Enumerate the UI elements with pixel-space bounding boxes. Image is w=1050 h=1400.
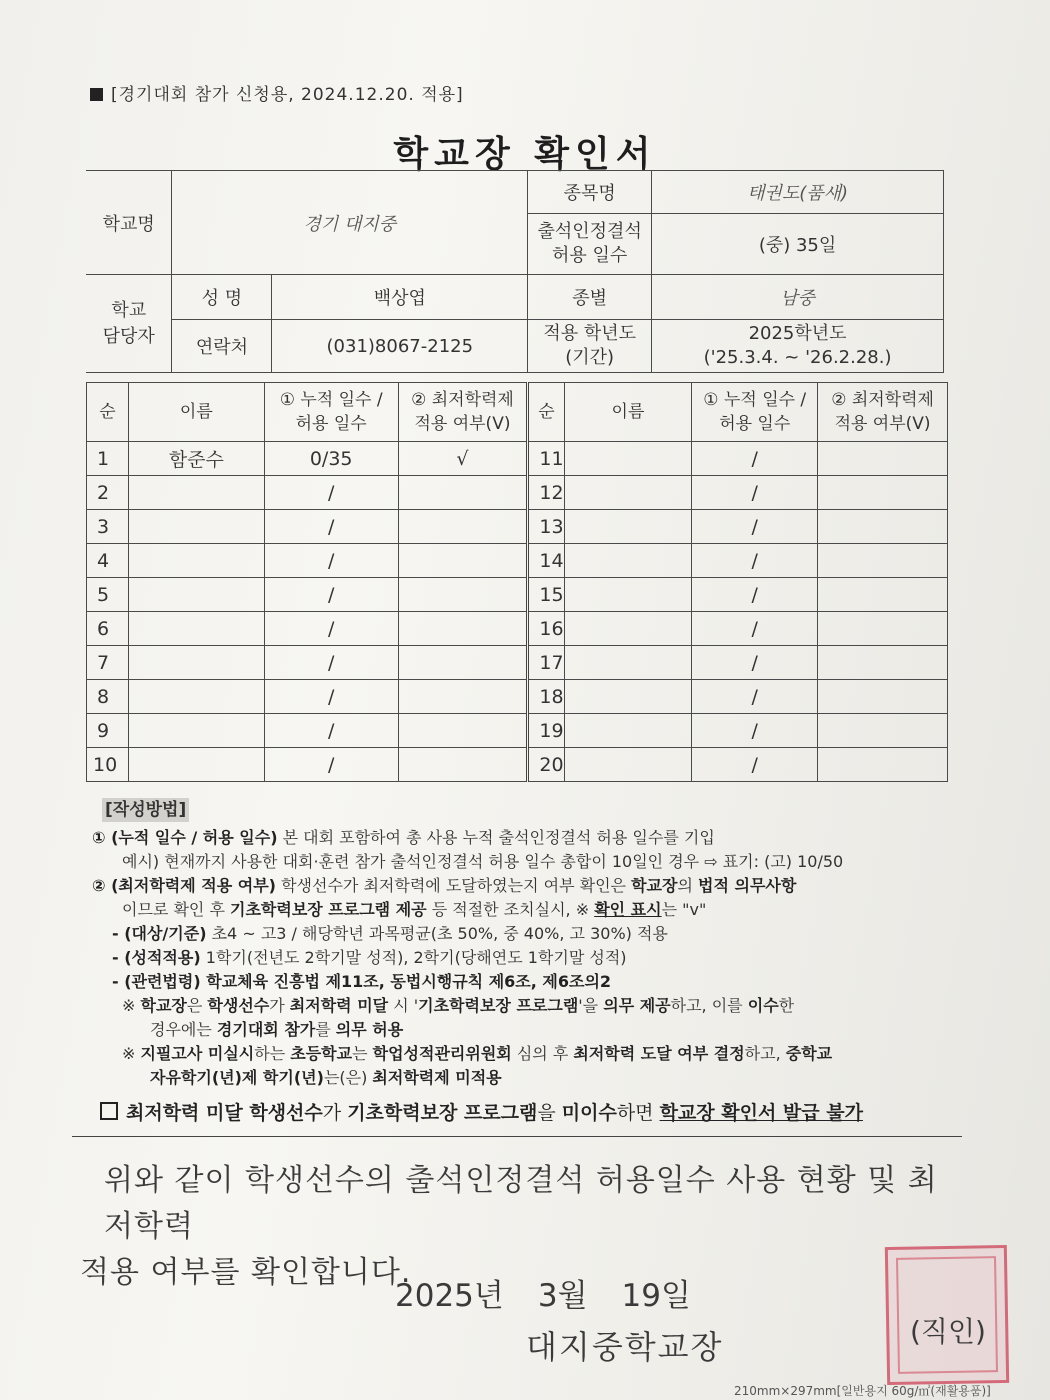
instruction-line: ① (누적 일수 / 허용 일수) 본 대회 포함하여 총 사용 누적 출석인정결석 허용 일수를 기입 [92, 828, 715, 847]
row-number: 5 [87, 578, 129, 612]
square-bullet-icon [90, 88, 103, 101]
min-check-cell [818, 442, 948, 476]
year-label: 적용 학년도 (기간) [528, 320, 652, 373]
athlete-roster-table [86, 382, 948, 782]
row-number: 1 [87, 442, 129, 476]
instruction-line: - (성적적용) 1학기(전년도 2학기말 성적), 2학기(당해연도 1학기말 성적) [112, 948, 627, 967]
row-number: 3 [87, 510, 129, 544]
min-check-cell: √ [398, 442, 528, 476]
row-number: 12 [528, 476, 564, 510]
days-cell: / [264, 714, 398, 748]
row-number: 2 [87, 476, 129, 510]
row-number: 7 [87, 646, 129, 680]
table-row [87, 544, 948, 578]
days-cell: / [264, 544, 398, 578]
instruction-line: ※ 학교장은 학생선수가 최저학력 미달 시 '기초학력보장 프로그램'을 의무 제공하고, 이를 이수한 [122, 996, 795, 1015]
event-value: 태권도(품새) [652, 171, 944, 214]
event-label: 종목명 [528, 171, 652, 214]
athlete-name [564, 544, 692, 578]
seal-label: (직인) [910, 1315, 986, 1348]
athlete-name [128, 646, 264, 680]
min-check-cell [818, 578, 948, 612]
days-cell: / [264, 476, 398, 510]
instruction-line: 경우에는 경기대회 참가를 의무 허용 [150, 1020, 404, 1039]
days-cell: / [692, 476, 818, 510]
row-number: 17 [528, 646, 564, 680]
col-min-left: ② 최저학력제 적용 여부(V) [398, 383, 528, 442]
days-cell: / [264, 510, 398, 544]
athlete-name [128, 748, 264, 782]
row-number: 10 [87, 748, 129, 782]
min-check-cell [398, 646, 528, 680]
principal-signature: 대지중학교장 [526, 1328, 724, 1366]
min-check-cell [398, 680, 528, 714]
instructions-heading: [작성방법] [102, 798, 189, 822]
min-check-cell [398, 510, 528, 544]
table-row [87, 680, 948, 714]
col-no-left: 순 [87, 383, 129, 442]
athlete-name [564, 476, 692, 510]
days-cell: / [692, 442, 818, 476]
instruction-line: 이므로 확인 후 기초학력보장 프로그램 제공 등 적절한 조치실시, ※ 확인 표시는 "v" [122, 900, 707, 919]
table-row [87, 578, 948, 612]
athlete-name [128, 612, 264, 646]
row-number: 16 [528, 612, 564, 646]
days-cell: / [692, 646, 818, 680]
table-row [87, 748, 948, 782]
min-check-cell [818, 680, 948, 714]
days-cell: / [692, 612, 818, 646]
days-cell: / [692, 748, 818, 782]
col-min-right: ② 최저학력제 적용 여부(V) [818, 383, 948, 442]
athlete-name [128, 544, 264, 578]
instruction-line: - (대상/기준) 초4 ~ 고3 / 해당학년 과목평균(초 50%, 중 40%, 고 30%) 적용 [112, 924, 668, 943]
row-number: 6 [87, 612, 129, 646]
year-value: 2025학년도 ('25.3.4. ~ '26.2.28.) [652, 320, 944, 373]
athlete-name [128, 680, 264, 714]
days-cell: / [692, 714, 818, 748]
days-cell: / [264, 748, 398, 782]
name-value: 백상엽 [272, 275, 528, 320]
table-row [87, 714, 948, 748]
min-check-cell [398, 476, 528, 510]
athlete-name [128, 476, 264, 510]
confirmation-statement: 위와 같이 학생선수의 출석인정결석 허용일수 사용 현황 및 최저학력 적용 여부를 확인합니다. [80, 1163, 938, 1290]
allowed-days-label: 출석인정결석 허용 일수 [528, 214, 652, 275]
min-check-cell [398, 748, 528, 782]
min-check-cell [818, 646, 948, 680]
min-check-cell [818, 510, 948, 544]
row-number: 11 [528, 442, 564, 476]
instruction-line: 자유학기(년)제 학기(년)는(은) 최저학력제 미적용 [150, 1068, 502, 1087]
school-value: 경기 대지중 [172, 171, 528, 275]
table-row [87, 646, 948, 680]
instruction-line: - (관련법령) 학교체육 진흥법 제11조, 동법시행규칙 제6조, 제6조의2 [112, 972, 612, 991]
instruction-line: ※ 지필고사 미실시하는 초등학교는 학업성적관리위원회 심의 후 최저학력 도달 여부 결정하고, 중학교 [122, 1044, 833, 1063]
instruction-line: ② (최저학력제 적용 여부) 학생선수가 최저학력에 도달하였는지 여부 확인은 학교장의 법적 의무사항 [92, 876, 797, 895]
row-number: 4 [87, 544, 129, 578]
athlete-name [128, 714, 264, 748]
allowed-days-value: (중) 35일 [652, 214, 944, 275]
row-number: 9 [87, 714, 129, 748]
manager-label: 학교 담당자 [86, 275, 172, 373]
athlete-name [128, 578, 264, 612]
table-row [87, 612, 948, 646]
athlete-name [128, 510, 264, 544]
instruction-line: 예시) 현재까지 사용한 대회·훈련 참가 출석인정결석 허용 일수 총합이 10일인 경우 ⇨ 표기: (고) 10/50 [122, 852, 844, 871]
category-value: 남중 [652, 275, 944, 320]
row-number: 13 [528, 510, 564, 544]
days-cell: 0/35 [264, 442, 398, 476]
instructions-section [92, 798, 962, 1090]
table-row [87, 476, 948, 510]
row-number: 20 [528, 748, 564, 782]
form-version-note: [경기대회 참가 신청용, 2024.12.20. 적용] [90, 80, 464, 105]
athlete-name [564, 442, 692, 476]
school-label: 학교명 [86, 171, 172, 275]
min-check-cell [398, 544, 528, 578]
col-days-left: ① 누적 일수 / 허용 일수 [264, 383, 398, 442]
athlete-name [564, 748, 692, 782]
name-label: 성 명 [172, 275, 272, 320]
issuance-notice: 최저학력 미달 학생선수가 기초학력보장 프로그램을 미이수하면 학교장 확인서 발급 불가 [100, 1098, 863, 1125]
row-number: 19 [528, 714, 564, 748]
days-cell: / [692, 510, 818, 544]
row-number: 8 [87, 680, 129, 714]
days-cell: / [264, 578, 398, 612]
min-check-cell [398, 612, 528, 646]
col-name-right: 이름 [564, 383, 692, 442]
col-days-right: ① 누적 일수 / 허용 일수 [692, 383, 818, 442]
row-number: 14 [528, 544, 564, 578]
document-title: 학교장 확인서 [393, 134, 657, 175]
athlete-name [564, 714, 692, 748]
athlete-name [564, 680, 692, 714]
info-table [86, 170, 944, 373]
row-number: 15 [528, 578, 564, 612]
days-cell: / [692, 578, 818, 612]
min-check-cell [818, 544, 948, 578]
days-cell: / [264, 612, 398, 646]
min-check-cell [818, 476, 948, 510]
divider [72, 1136, 962, 1137]
box-bullet-icon [100, 1102, 118, 1120]
contact-label: 연락처 [172, 320, 272, 373]
athlete-name [564, 646, 692, 680]
table-row [87, 510, 948, 544]
min-check-cell [818, 612, 948, 646]
min-check-cell [398, 714, 528, 748]
athlete-name: 함준수 [128, 442, 264, 476]
row-number: 18 [528, 680, 564, 714]
days-cell: / [264, 680, 398, 714]
days-cell: / [264, 646, 398, 680]
athlete-name [564, 510, 692, 544]
issue-date: 2025년 3월 19일 [395, 1278, 691, 1314]
col-no-right: 순 [528, 383, 564, 442]
table-row [87, 442, 948, 476]
min-check-cell [818, 748, 948, 782]
days-cell: / [692, 680, 818, 714]
paper-spec-footer: 210mm×297mm[일반용지 60g/㎡(재활용품)] [734, 1384, 991, 1398]
days-cell: / [692, 544, 818, 578]
category-label: 종별 [528, 275, 652, 320]
col-name-left: 이름 [128, 383, 264, 442]
contact-value: (031)8067-2125 [272, 320, 528, 373]
athlete-name [564, 612, 692, 646]
athlete-name [564, 578, 692, 612]
roster-header-row [87, 383, 948, 442]
min-check-cell [398, 578, 528, 612]
min-check-cell [818, 714, 948, 748]
